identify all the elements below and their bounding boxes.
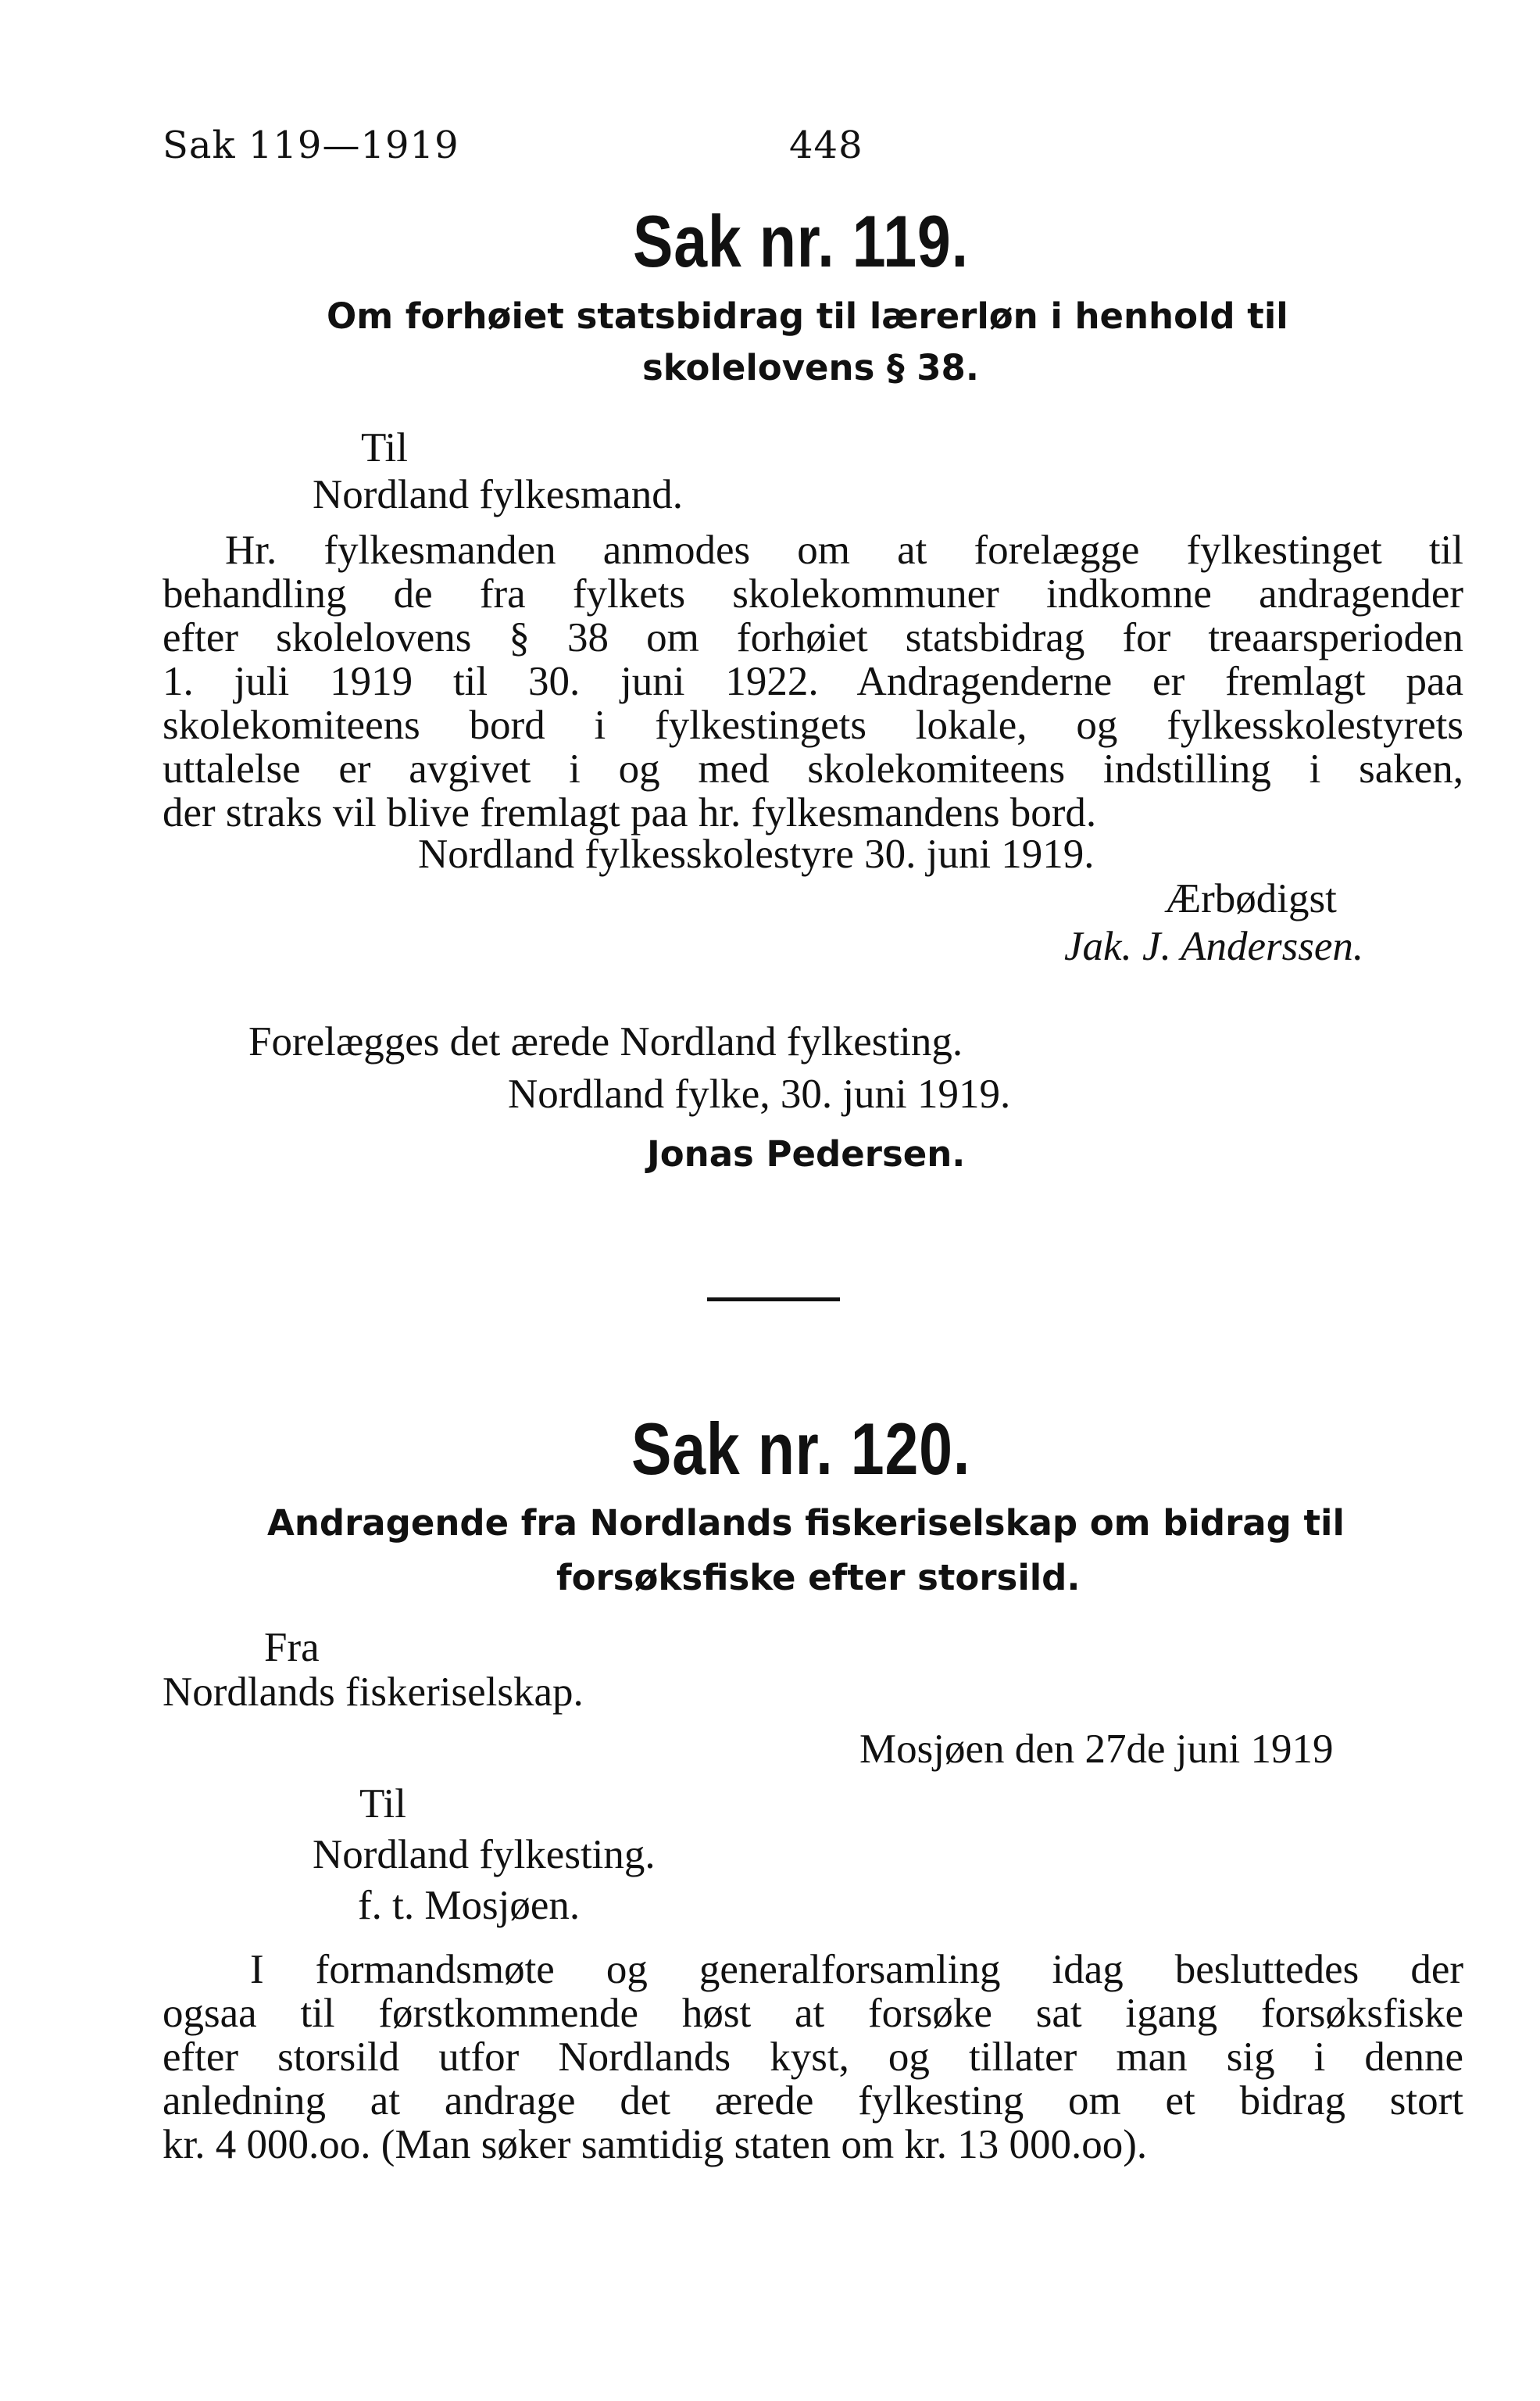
body-line: uttalelse er avgivet i og med skolekomiteens indstilling i saken, xyxy=(163,746,1463,792)
sak-119-body xyxy=(163,528,1463,835)
sak-119-place-date: Nordland fylkesskolestyre 30. juni 1919. xyxy=(418,832,1095,877)
body-line: der straks vil blive fremlagt paa hr. fylkesmandens bord. xyxy=(163,790,1097,836)
section-divider xyxy=(707,1297,840,1301)
sak-119-recipient: Nordland fylkesmand. xyxy=(313,472,683,517)
body-line: anledning at andrage det ærede fylkesting om et bidrag stort xyxy=(163,2078,1463,2124)
sak-120-fra: Fra xyxy=(264,1625,320,1670)
page-number: 448 xyxy=(789,123,863,167)
body-line: efter storsild utfor Nordlands kyst, og tillater man sig i denne xyxy=(163,2034,1463,2080)
body-line: behandling de fra fylkets skolekommuner indkomne andragender xyxy=(163,571,1463,617)
body-line: skolekomiteens bord i fylkestingets lokale, og fylkesskolestyrets xyxy=(163,703,1463,748)
body-line: Hr. fylkesmanden anmodes om at forelægge fylkestinget til xyxy=(225,528,1463,573)
sak-119-til: Til xyxy=(361,425,408,471)
body-line: ogsaa til førstkommende høst at forsøke sat igang forsøksfiske xyxy=(163,1991,1463,2036)
sak-119-forward-place-date: Nordland fylke, 30. juni 1919. xyxy=(508,1072,1011,1117)
body-line: 1. juli 1919 til 30. juni 1922. Andragenderne er fremlagt paa xyxy=(163,659,1463,704)
sak-120-til: Til xyxy=(359,1781,406,1827)
sak-120-recipient-location: f. t. Mosjøen. xyxy=(358,1883,581,1928)
sak-119-title: Sak nr. 119. xyxy=(633,200,969,282)
sak-119-closing: Ærbødigst xyxy=(1164,876,1337,921)
sak-120-body xyxy=(163,1948,1463,2167)
sak-119-forward-signature: Jonas Pedersen. xyxy=(647,1133,966,1175)
body-line: efter skolelovens § 38 om forhøiet statsbidrag for treaarsperioden xyxy=(163,615,1463,660)
sak-120-title: Sak nr. 120. xyxy=(631,1408,971,1490)
sak-120-sender: Nordlands fiskeriselskap. xyxy=(163,1669,584,1715)
body-line: I formandsmøte og generalforsamling idag besluttedes der xyxy=(250,1947,1463,1992)
sak-120-subtitle-line1: Andragende fra Nordlands fiskeriselskap om bidrag til xyxy=(267,1502,1345,1544)
running-header: Sak 119—1919 xyxy=(163,123,459,167)
sak-120-recipient: Nordland fylkesting. xyxy=(313,1832,656,1877)
sak-119-subtitle-line1: Om forhøiet statsbidrag til lærerløn i henhold til xyxy=(327,295,1288,337)
sak-120-place-date: Mosjøen den 27de juni 1919 xyxy=(859,1727,1334,1772)
sak-119-forward-text: Forelægges det ærede Nordland fylkesting. xyxy=(248,1019,963,1065)
sak-119-subtitle-line2: skolelovens § 38. xyxy=(642,347,979,388)
sak-120-subtitle-line2: forsøksfiske efter storsild. xyxy=(556,1557,1081,1598)
body-line: kr. 4 000.oo. (Man søker samtidig staten om kr. 13 000.oo). xyxy=(163,2122,1148,2167)
sak-119-signature: Jak. J. Anderssen. xyxy=(1064,924,1364,969)
